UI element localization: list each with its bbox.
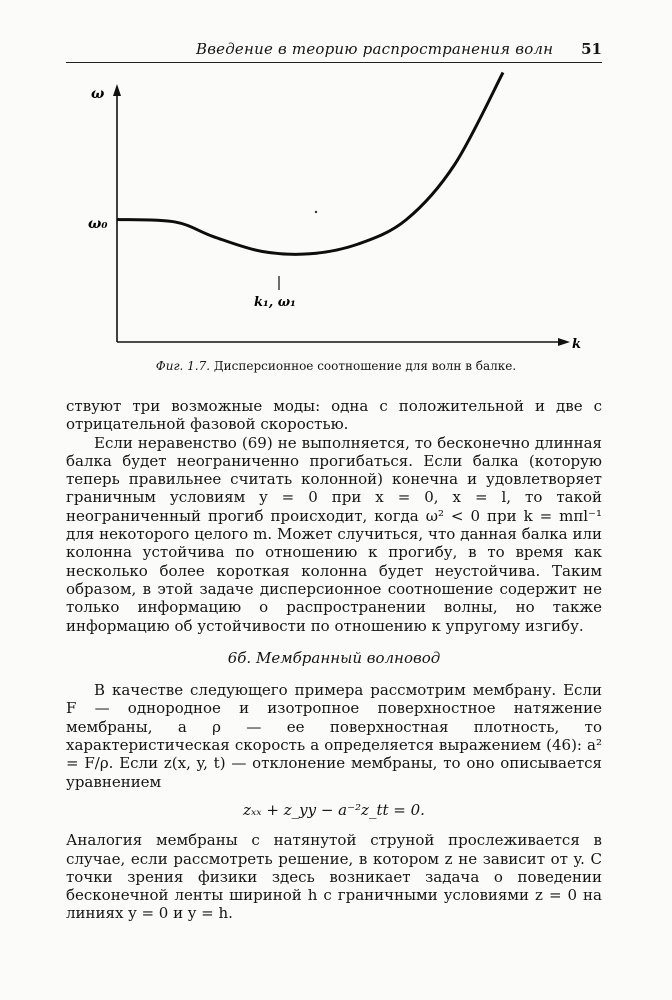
membrane-equation: zₓₓ + z_yy − a⁻²z_tt = 0.	[243, 800, 425, 819]
figure-number: Фиг. 1.7.	[155, 359, 211, 373]
paragraph-3: В качестве следующего примера рассмотрим мембрану. Если F — однородное и изотропное поверхностное натяжение мембраны, а ρ — ее поверхностная плотность, то характеристическая скорость a определяется выражением (46): a² = F/ρ. Если z(x, y, t) — отклонение мембраны, то оно описывается уравнением	[66, 681, 602, 791]
speck	[315, 211, 317, 213]
dispersion-curve	[117, 73, 503, 255]
omega0-label: ω₀	[88, 216, 108, 232]
y-axis-arrow	[113, 84, 121, 96]
dispersion-figure	[0, 70, 672, 360]
page-number: 51	[581, 40, 602, 58]
x-axis-arrow	[558, 338, 570, 346]
paragraph-1: ствуют три возможные моды: одна с положительной и две с отрицательной фазовой скоростью.	[66, 397, 602, 434]
running-header	[66, 40, 602, 64]
header-rule	[66, 62, 602, 63]
minimum-label: k₁, ω₁	[254, 295, 296, 310]
y-axis-label: ω	[91, 86, 105, 102]
figure-caption-text: Дисперсионное соотношение для волн в балке.	[213, 359, 517, 373]
running-title: Введение в теорию распространения волн	[196, 40, 554, 58]
paragraph-4: Аналогия мембраны с натянутой струной прослеживается в случае, если рассмотреть решение, в котором z не зависит от y. С точки зрения физики здесь возникает задача о поведении бесконечной ленты шириной h с граничными условиями z = 0 на линиях y = 0 и y = h.	[66, 831, 602, 923]
section-heading: 6б. Мембранный волновод	[227, 648, 441, 667]
x-axis-label: k	[572, 337, 582, 352]
paragraph-2: Если неравенство (69) не выполняется, то бесконечно длинная балка будет неограниченно прогибаться. Если балка (которую теперь правильнее считать колонной) конечна и удовлетворяет граничным условиям y = 0 при x = 0, x = l, то такой неограниченный прогиб происходит, когда ω² < 0 при k = mπl⁻¹ для некоторого целого m. Может случиться, что данная балка или колонна устойчива по отношению к прогибу, в то время как несколько более короткая колонна будет неустойчива. Таким образом, в этой задаче дисперсионное соотношение содержит не только информацию о распространении волны, но также информацию об устойчивости по отношению к упругому изгибу.	[66, 433, 602, 635]
figure-caption	[0, 359, 672, 373]
body-text	[66, 397, 602, 923]
